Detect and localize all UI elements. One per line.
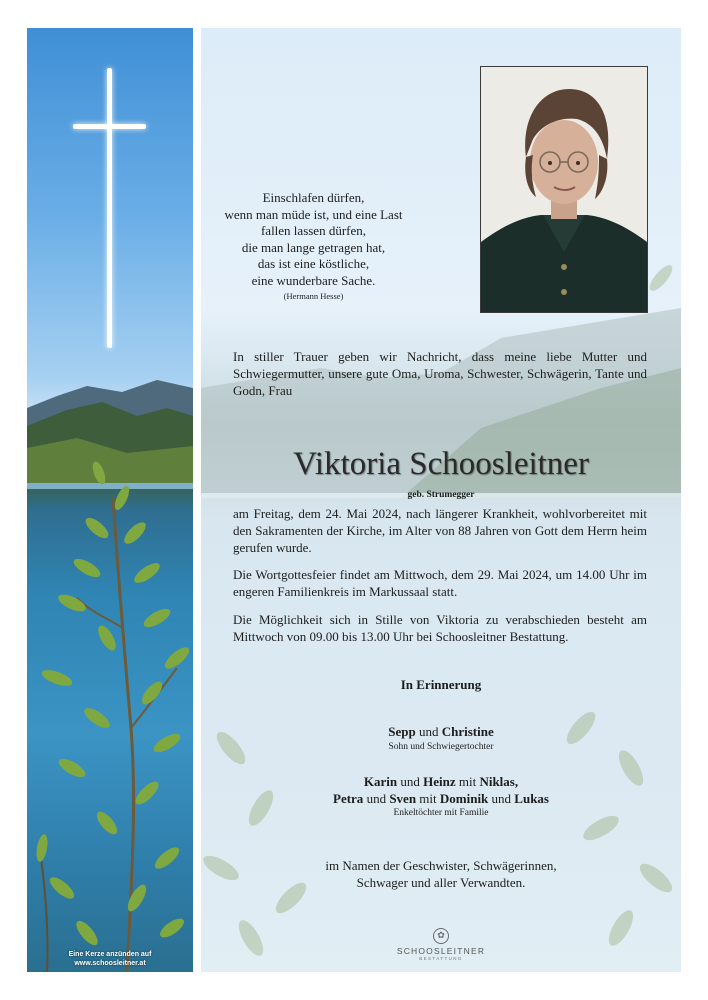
poem	[211, 190, 416, 302]
obituary-panel	[201, 28, 681, 972]
mourner-name: Karin	[363, 774, 398, 789]
mourner-name: Heinz	[423, 774, 456, 789]
poem-line: wenn man müde ist, und eine Last	[224, 206, 403, 222]
poem-line: das ist eine köstliche,	[257, 256, 370, 272]
mourner-name: Petra	[333, 791, 364, 806]
mourner-name: Niklas,	[479, 774, 519, 789]
flower-icon: ✿	[433, 928, 449, 944]
funeral-home-logo	[387, 928, 495, 961]
deceased-name: Viktoria Schoosleitner	[293, 446, 589, 482]
poem-line: fallen lassen dürfen,	[260, 223, 367, 239]
conjunction: mit	[419, 791, 437, 806]
conjunction: und	[366, 791, 387, 806]
poem-line: eine wunderbare Sache.	[251, 272, 376, 288]
cross-icon-bar	[73, 124, 146, 129]
mourner-line-2	[201, 773, 681, 790]
landscape-strip-image	[27, 28, 193, 972]
birth-name: geb. Strumegger	[407, 490, 475, 500]
conjunction: mit	[458, 774, 477, 789]
intro-text: In stiller Trauer geben wir Nachricht, dass meine liebe Mutter und Schwiegermutter, unsere gute Oma, Uroma, Schwester, Schwägerin, Tante und Godn, Frau	[233, 349, 647, 398]
mourner-name: Dominik	[439, 791, 489, 806]
mourner-line-1	[201, 723, 681, 740]
farewell-paragraph: Die Möglichkeit sich in Stille von Viktoria zu verabschieden besteht am Mittwoch von 09.00 bis 13.00 Uhr bei Schoosleitner Bestattung.	[233, 612, 647, 644]
mourner-name: Sepp	[388, 724, 416, 739]
portrait-photo	[480, 66, 648, 313]
closing-line: Schwager und aller Verwandten.	[356, 875, 526, 890]
mourner-name: Lukas	[514, 791, 549, 806]
portrait-illustration	[481, 67, 647, 312]
conjunction: und	[400, 774, 420, 789]
conjunction: und	[418, 724, 439, 739]
poem-author: (Hermann Hesse)	[283, 290, 344, 301]
candle-note-url[interactable]: www.schoosleitner.at	[74, 960, 146, 967]
mourner-relation: Sohn und Schwiegertochter	[388, 742, 494, 752]
mourner-name: Sven	[389, 791, 417, 806]
poem-line: Einschlafen dürfen,	[262, 190, 365, 205]
poem-line: die man lange getragen hat,	[241, 239, 386, 255]
candle-note[interactable]	[27, 950, 193, 968]
death-notice-paragraph: am Freitag, dem 24. Mai 2024, nach längerer Krankheit, wohlvorbereitet mit den Sakramenten der Kirche, im Alter von 88 Jahren von Gott dem Herrn heim gerufen wurde.	[233, 506, 647, 555]
service-paragraph: Die Wortgottesfeier findet am Mittwoch, dem 29. Mai 2024, um 14.00 Uhr im engeren Familienkreis im Markussaal statt.	[233, 567, 647, 599]
cross-icon	[107, 68, 112, 348]
memory-heading: In Erinnerung	[400, 677, 482, 692]
closing-text	[201, 857, 681, 891]
candle-note-line-1: Eine Kerze anzünden auf	[68, 951, 152, 958]
logo-brand: SCHOOSLEITNER	[396, 946, 486, 956]
mourner-relation: Enkeltöchter mit Familie	[393, 808, 489, 818]
logo-tagline: BESTATTUNG	[419, 956, 463, 961]
conjunction: und	[491, 791, 512, 806]
closing-line: im Namen der Geschwister, Schwägerinnen,	[325, 858, 557, 873]
mourner-line-3	[201, 790, 681, 807]
mourner-name: Christine	[441, 724, 494, 739]
